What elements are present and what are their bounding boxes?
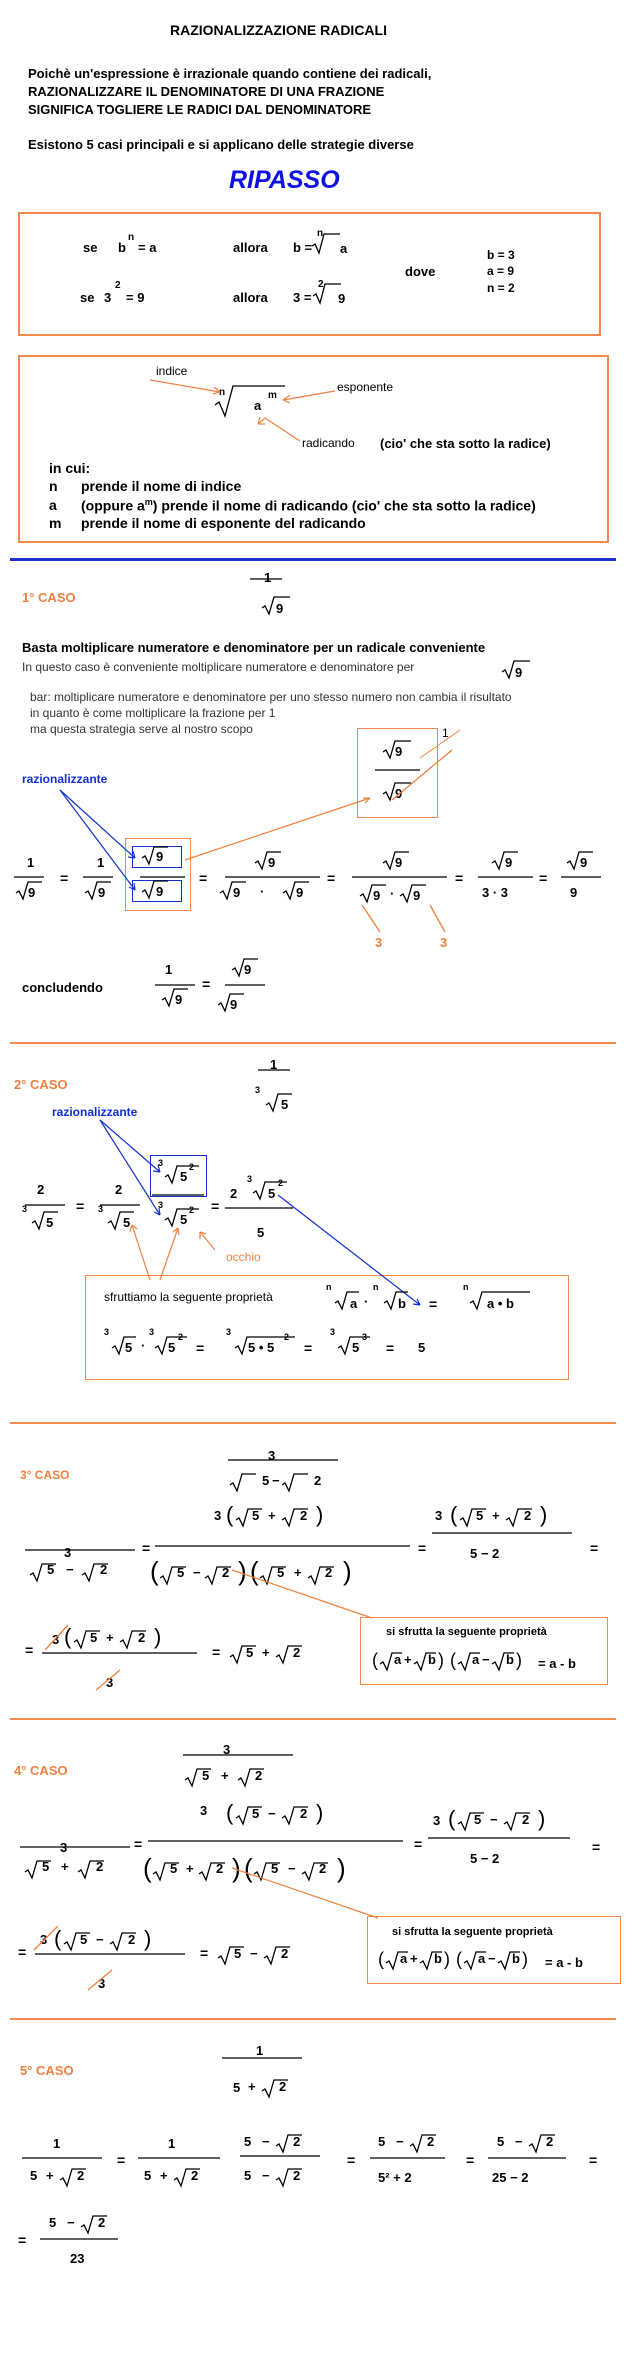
radical-c1-note — [502, 661, 530, 678]
c1-eq4: = — [455, 870, 464, 886]
case1-label: 1° CASO — [22, 590, 76, 605]
c1-f3-den: 9 — [156, 884, 164, 899]
c1-f1-num: 1 — [27, 855, 35, 870]
c5-f5-num-five: 5 — [497, 2134, 505, 2149]
svg-text:5: 5 — [262, 1473, 270, 1488]
svg-text:+: + — [160, 2168, 168, 2183]
c3-f4-num-coef: 3 — [52, 1632, 60, 1647]
svg-text:2: 2 — [255, 1768, 263, 1783]
svg-text:): ) — [343, 1556, 352, 1586]
svg-text:+: + — [221, 1768, 229, 1783]
case1-one-label: 1 — [442, 726, 449, 740]
c2-f4-coef: 2 — [230, 1186, 238, 1201]
svg-text:−: − — [262, 2134, 270, 2149]
svg-text:2: 2 — [293, 2134, 301, 2149]
svg-text:5: 5 — [47, 1562, 55, 1577]
svg-text:a: a — [400, 1951, 408, 1966]
c1-three-a: 3 — [375, 935, 383, 950]
svg-text:5: 5 — [202, 1768, 210, 1783]
case2-razionalizzante: razionalizzante — [52, 1105, 138, 1119]
c5-f3-den-five: 5 — [244, 2168, 252, 2183]
res1-index: n — [317, 228, 324, 239]
svg-text:2: 2 — [319, 1861, 327, 1876]
svg-text:): ) — [238, 1556, 247, 1586]
svg-text:5: 5 — [42, 1859, 50, 1874]
svg-text:=: = — [212, 1644, 221, 1660]
case1-box-den: 9 — [395, 786, 403, 801]
radical-general — [215, 386, 285, 416]
c5-eq2: = — [347, 2152, 356, 2168]
index-n: n — [219, 387, 226, 398]
svg-text:+: + — [61, 1859, 69, 1874]
c2-title-den: 5 — [281, 1097, 289, 1112]
se-1: se — [83, 240, 98, 255]
svg-text:): ) — [522, 1949, 528, 1969]
c2-title-num: 1 — [270, 1057, 278, 1072]
res2-index: 2 — [318, 279, 324, 290]
svg-text:5: 5 — [277, 1565, 285, 1580]
radical-c1-box-den — [383, 783, 411, 800]
svg-text:+: + — [186, 1861, 194, 1876]
case1-razionalizzante: razionalizzante — [22, 772, 108, 786]
c1-f4-dot: · — [260, 884, 265, 899]
radicand-a: a — [254, 398, 262, 413]
ex2-eq: = 9 — [126, 290, 145, 305]
c1-f5-den-b: 9 — [413, 888, 421, 903]
b-value: b = 3 — [487, 248, 515, 262]
term-n-desc: prende il nome di indice — [81, 478, 242, 494]
c4-f4-den: 3 — [98, 1976, 106, 1991]
case1-bar-2: in quanto è come moltiplicare la frazione per 1 — [30, 706, 276, 720]
c2-r4-idx: 3 — [330, 1327, 336, 1337]
c2-prop-n2: n — [373, 1282, 379, 1292]
svg-text:(: ( — [448, 1806, 456, 1831]
svg-text:): ) — [316, 1502, 324, 1527]
svg-text:(: ( — [450, 1650, 456, 1670]
svg-text:): ) — [337, 1853, 346, 1883]
svg-text:2: 2 — [100, 1562, 108, 1577]
case1-bar-1: bar: moltiplicare numeratore e denominatore per uno stesso numero non cambia il risultato — [30, 690, 512, 704]
svg-text:5: 5 — [252, 1508, 260, 1523]
c2-f3-den: 5 — [180, 1212, 188, 1227]
ex1-eq: = a — [138, 240, 157, 255]
svg-text:+: + — [410, 1951, 418, 1966]
a-value: a = 9 — [487, 264, 515, 278]
c2-f3-den-exp: 2 — [189, 1205, 195, 1215]
svg-text:=: = — [25, 1642, 34, 1658]
svg-text:=: = — [414, 1836, 423, 1852]
c2-f1-idx: 3 — [22, 1204, 28, 1214]
svg-text:2: 2 — [281, 1946, 289, 1961]
c5-f3-num-five: 5 — [244, 2134, 252, 2149]
svg-text:2: 2 — [96, 1859, 104, 1874]
exponent-m: m — [268, 390, 277, 401]
occhio-label: occhio — [226, 1250, 261, 1264]
svg-text:2: 2 — [300, 1806, 308, 1821]
c4-f4-num-coef: 3 — [40, 1932, 48, 1947]
svg-text:): ) — [316, 1800, 324, 1825]
svg-text:−: − — [193, 1565, 201, 1580]
svg-text:): ) — [538, 1806, 546, 1831]
c1-c-f2-num: 9 — [244, 962, 252, 977]
svg-text:2: 2 — [314, 1473, 322, 1488]
svg-text:=: = — [418, 1540, 427, 1556]
c5-f4-den: 5² + 2 — [378, 2170, 412, 2185]
c2-f3-num-exp: 2 — [189, 1162, 195, 1172]
c2-f1-den: 5 — [46, 1215, 54, 1230]
dove-label: dove — [405, 264, 436, 279]
c4-sfrutta: si sfrutta la seguente proprietà — [392, 1926, 553, 1938]
c3-f3-num-coef: 3 — [435, 1508, 443, 1523]
svg-text:−: − — [482, 1652, 490, 1667]
c2-f2-idx: 3 — [98, 1204, 104, 1214]
svg-text:5: 5 — [234, 1946, 242, 1961]
svg-text:−: − — [272, 1473, 280, 1488]
c1-f5-dot: · — [390, 886, 395, 901]
c3-title-num: 3 — [268, 1448, 276, 1463]
intro-line-1: Poichè un'espressione è irrazionale quando contiene dei radicali, — [28, 66, 432, 81]
svg-text:): ) — [438, 1650, 444, 1670]
svg-text:2: 2 — [279, 2079, 287, 2094]
term-a-desc: (oppure $a^m$) prende il nome di radicando (cio' che sta sotto la radice) — [81, 497, 536, 514]
c2-prop-n3: n — [463, 1282, 469, 1292]
c1-f7-num: 9 — [580, 855, 588, 870]
svg-text:5: 5 — [177, 1565, 185, 1580]
allora-1: allora — [233, 240, 268, 255]
res1-radicand: a — [340, 241, 348, 256]
ex2-base: 3 — [104, 290, 112, 305]
svg-text:): ) — [154, 1624, 162, 1649]
c2-prop-a: a — [350, 1296, 358, 1311]
svg-text:(: ( — [378, 1949, 384, 1969]
svg-text:2: 2 — [77, 2168, 85, 2183]
svg-text:2: 2 — [293, 2168, 301, 2183]
c2-prop-n1: n — [326, 1282, 332, 1292]
svg-text:2: 2 — [138, 1630, 146, 1645]
allora-2: allora — [233, 290, 268, 305]
svg-text:+: + — [404, 1652, 412, 1667]
svg-text:b: b — [428, 1652, 436, 1667]
case3-label: 3° CASO — [20, 1468, 70, 1482]
case2-label: 2° CASO — [14, 1077, 68, 1092]
n-value: n = 2 — [487, 281, 515, 295]
svg-text:a: a — [472, 1652, 480, 1667]
intro-line-3: SIGNIFICA TOGLIERE LE RADICI DAL DENOMINATORE — [28, 102, 372, 117]
term-m-letter: m — [49, 515, 62, 531]
c2-f1-num: 2 — [37, 1182, 45, 1197]
c1-f4-den-b: 9 — [296, 885, 304, 900]
c2-prop-ab: a • b — [487, 1296, 514, 1311]
indice-label: indice — [156, 364, 188, 378]
c2-r1-idx: 3 — [104, 1327, 110, 1337]
svg-text:=: = — [142, 1540, 151, 1556]
c1-three-b: 3 — [440, 935, 448, 950]
c3-f3-den: 5 − 2 — [470, 1546, 500, 1561]
c5-eq1: = — [117, 2152, 126, 2168]
page-title: RAZIONALIZZAZIONE RADICALI — [170, 22, 387, 38]
svg-text:2: 2 — [300, 1508, 308, 1523]
svg-text:+: + — [262, 1645, 270, 1660]
c1-f2-num: 1 — [97, 855, 105, 870]
c2-prop-eq: = — [429, 1296, 438, 1312]
c2-r-result: 5 — [418, 1340, 426, 1355]
svg-text:(: ( — [54, 1926, 62, 1951]
svg-text:(: ( — [143, 1853, 152, 1883]
c2-r3-idx: 3 — [226, 1327, 232, 1337]
case1-note: In questo caso è conveniente moltiplicare numeratore e denominatore per — [22, 660, 415, 674]
concludendo-label: concludendo — [22, 980, 103, 995]
svg-text:=: = — [592, 1839, 601, 1855]
c1-f5-num: 9 — [395, 855, 403, 870]
svg-text:a: a — [394, 1652, 402, 1667]
c2-r4-rad: 5 — [352, 1340, 360, 1355]
term-m-desc: prende il nome di esponente del radicando — [81, 515, 366, 531]
svg-text:b: b — [506, 1652, 514, 1667]
c5-eq5: = — [18, 2232, 27, 2248]
c5-f2-den-five: 5 — [144, 2168, 152, 2183]
svg-text:5: 5 — [474, 1812, 482, 1827]
case4-label: 4° CASO — [14, 1763, 68, 1778]
c5-f2-num: 1 — [168, 2136, 176, 2151]
svg-text:2: 2 — [128, 1932, 136, 1947]
c5-f6-num-five: 5 — [49, 2215, 57, 2230]
svg-text:5: 5 — [476, 1508, 484, 1523]
ex1-exp: n — [128, 232, 135, 243]
svg-text:−: − — [268, 1806, 276, 1821]
c2-title-idx: 3 — [255, 1085, 261, 1095]
svg-text:a: a — [478, 1951, 486, 1966]
svg-text:(: ( — [450, 1502, 458, 1527]
ex1-base: b — [118, 240, 126, 255]
c4-f2-num-coef: 3 — [200, 1803, 208, 1818]
svg-text:+: + — [294, 1565, 302, 1580]
c2-eq1: = — [76, 1198, 85, 1214]
c1-f7-den: 9 — [570, 885, 578, 900]
res2-radicand: 9 — [338, 291, 346, 306]
c2-prop-b: b — [398, 1296, 406, 1311]
c2-f4-idx: 3 — [247, 1174, 253, 1184]
svg-text:2: 2 — [216, 1861, 224, 1876]
c2-sfruttiamo: sfruttiamo la seguente proprietà — [104, 1290, 273, 1304]
ex2-exp: 2 — [115, 280, 121, 291]
svg-text:2: 2 — [98, 2215, 106, 2230]
case1-note-rad: 9 — [515, 665, 523, 680]
radical-res2 — [313, 284, 341, 303]
svg-text:(: ( — [226, 1800, 234, 1825]
c2-f4-exp: 2 — [278, 1178, 284, 1188]
case1-title-num: 1 — [264, 570, 272, 585]
svg-text:+: + — [106, 1630, 114, 1645]
se-2: se — [80, 290, 95, 305]
svg-text:(: ( — [150, 1556, 159, 1586]
svg-text:5: 5 — [80, 1932, 88, 1947]
c2-f4-rad: 5 — [268, 1186, 276, 1201]
svg-text:): ) — [516, 1650, 522, 1670]
c2-r-eq2: = — [304, 1340, 313, 1356]
svg-text:2: 2 — [524, 1508, 532, 1523]
term-a-letter: a — [49, 497, 57, 513]
svg-text:b: b — [512, 1951, 520, 1966]
c2-f3-num-idx: 3 — [158, 1158, 164, 1168]
c3-f1-num: 3 — [64, 1545, 72, 1560]
radical-res1 — [312, 234, 340, 253]
c1-eq2: = — [199, 870, 208, 886]
case1-box-num: 9 — [395, 744, 403, 759]
radicando-note: (cio' che sta sotto la radice) — [380, 436, 551, 451]
c1-razionalizzante-arrows — [60, 790, 135, 890]
intro-line-4: Esistono 5 casi principali e si applicano delle strategie diverse — [28, 137, 414, 152]
res1-pre: b = — [293, 240, 313, 255]
c2-f3-den-idx: 3 — [158, 1200, 164, 1210]
svg-text:b: b — [434, 1951, 442, 1966]
c5-title-num: 1 — [256, 2043, 264, 2058]
c5-f1-num: 1 — [53, 2136, 61, 2151]
c2-r3-exp: 2 — [284, 1332, 290, 1342]
svg-text:2: 2 — [427, 2134, 435, 2149]
c4-f3-num-coef: 3 — [433, 1813, 441, 1828]
radicando-label: radicando — [302, 436, 355, 450]
c5-title-den-five: 5 — [233, 2080, 241, 2095]
svg-text:(: ( — [456, 1949, 462, 1969]
c1-c-f1-num: 1 — [165, 962, 173, 977]
c2-eq2: = — [211, 1198, 220, 1214]
svg-text:): ) — [232, 1853, 241, 1883]
c2-r-eq1: = — [196, 1340, 205, 1356]
svg-text:−: − — [67, 2215, 75, 2230]
c3-prop-result: = a - b — [538, 1656, 576, 1671]
svg-text:+: + — [268, 1508, 276, 1523]
svg-text:(: ( — [372, 1650, 378, 1670]
svg-text:2: 2 — [325, 1565, 333, 1580]
radical-c1-box-num — [383, 741, 411, 758]
res2-pre: 3 = — [293, 290, 312, 305]
c2-r2-rad: 5 — [168, 1340, 176, 1355]
svg-text:2: 2 — [522, 1812, 530, 1827]
c2-f2-num: 2 — [115, 1182, 123, 1197]
c1-eq1: = — [60, 870, 69, 886]
radical-c1-title — [262, 597, 290, 614]
c1-f2-den: 9 — [98, 885, 106, 900]
c1-f4-den-a: 9 — [233, 885, 241, 900]
svg-text:−: − — [396, 2134, 404, 2149]
svg-text:(: ( — [64, 1624, 72, 1649]
intro-line-2: RAZIONALIZZARE IL DENOMINATORE DI UNA FRAZIONE — [28, 84, 385, 99]
svg-text:2: 2 — [293, 1645, 301, 1660]
case1-title-den: 9 — [276, 601, 284, 616]
svg-text:−: − — [250, 1946, 258, 1961]
c5-f6-den: 23 — [70, 2251, 85, 2266]
svg-text:+: + — [248, 2079, 256, 2094]
c4-title-num: 3 — [223, 1742, 231, 1757]
c1-f6-num: 9 — [505, 855, 513, 870]
c1-f6-den: 3 · 3 — [482, 885, 509, 900]
c1-f3-num: 9 — [156, 849, 164, 864]
svg-text:=: = — [200, 1945, 209, 1961]
svg-text:−: − — [66, 1562, 74, 1577]
svg-text:+: + — [46, 2168, 54, 2183]
svg-text:2: 2 — [546, 2134, 554, 2149]
c1-c-f2-den: 9 — [230, 997, 238, 1012]
svg-text:=: = — [134, 1836, 143, 1852]
svg-text:5: 5 — [252, 1806, 260, 1821]
svg-text:5: 5 — [170, 1861, 178, 1876]
c3-f2-num-coef: 3 — [214, 1508, 222, 1523]
c3-den-paren — [150, 1556, 352, 1586]
c3-sfrutta: si sfrutta la seguente proprietà — [386, 1626, 547, 1638]
c2-r1-dot: · — [141, 1338, 146, 1353]
term-n-letter: n — [49, 478, 58, 494]
c3-num-paren — [226, 1502, 323, 1527]
c2-f2-den: 5 — [123, 1215, 131, 1230]
svg-text:): ) — [444, 1949, 450, 1969]
in-cui-label: in cui: — [49, 460, 91, 476]
c3-f4-den: 3 — [106, 1675, 114, 1690]
svg-text:): ) — [540, 1502, 548, 1527]
c2-prop-dot: · — [364, 1294, 369, 1309]
terms-arrows — [150, 380, 335, 441]
c2-r2-idx: 3 — [149, 1327, 155, 1337]
case1-bar-3: ma questa strategia serve al nostro scopo — [30, 722, 253, 736]
c4-f3-den: 5 − 2 — [470, 1851, 500, 1866]
svg-text:(: ( — [250, 1556, 259, 1586]
c1-f5-den-a: 9 — [373, 888, 381, 903]
c5-f5-den: 25 − 2 — [492, 2170, 529, 2185]
c5-eq4: = — [589, 2152, 598, 2168]
svg-text:=: = — [590, 1540, 599, 1556]
c1-eq5: = — [539, 870, 548, 886]
svg-text:−: − — [262, 2168, 270, 2183]
svg-text:−: − — [488, 1951, 496, 1966]
c2-r1-rad: 5 — [125, 1340, 133, 1355]
svg-text:−: − — [515, 2134, 523, 2149]
c2-r2-exp: 2 — [178, 1332, 184, 1342]
c2-r3-rad: 5 • 5 — [248, 1340, 275, 1355]
case5-label: 5° CASO — [20, 2063, 74, 2078]
c1-c-eq: = — [202, 976, 211, 992]
c5-f4-num-five: 5 — [378, 2134, 386, 2149]
case1-heading: Basta moltiplicare numeratore e denominatore per un radicale conveniente — [22, 640, 486, 655]
svg-text:−: − — [96, 1932, 104, 1947]
esponente-label: esponente — [337, 380, 394, 394]
svg-text:): ) — [144, 1926, 152, 1951]
svg-text:5: 5 — [246, 1645, 254, 1660]
svg-text:−: − — [288, 1861, 296, 1876]
c2-f3-num: 5 — [180, 1169, 188, 1184]
svg-text:(: ( — [244, 1853, 253, 1883]
svg-text:5: 5 — [271, 1861, 279, 1876]
svg-text:(: ( — [226, 1502, 234, 1527]
svg-text:=: = — [18, 1944, 27, 1960]
svg-text:2: 2 — [222, 1565, 230, 1580]
ripasso-heading: RIPASSO — [229, 166, 340, 194]
c1-eq3: = — [327, 870, 336, 886]
svg-text:−: − — [490, 1812, 498, 1827]
c5-f1-den-five: 5 — [30, 2168, 38, 2183]
c2-r-eq3: = — [386, 1340, 395, 1356]
c2-r4-exp: 3 — [362, 1332, 368, 1342]
svg-text:2: 2 — [191, 2168, 199, 2183]
svg-text:+: + — [492, 1508, 500, 1523]
svg-text:5: 5 — [90, 1630, 98, 1645]
c1-f4-num: 9 — [268, 855, 276, 870]
c1-f1-den: 9 — [28, 885, 36, 900]
c1-c-f1-den: 9 — [175, 992, 183, 1007]
c4-f1-num: 3 — [60, 1840, 68, 1855]
c5-eq3: = — [466, 2152, 475, 2168]
c4-prop-result: = a - b — [545, 1955, 583, 1970]
c2-f4-den: 5 — [257, 1225, 265, 1240]
